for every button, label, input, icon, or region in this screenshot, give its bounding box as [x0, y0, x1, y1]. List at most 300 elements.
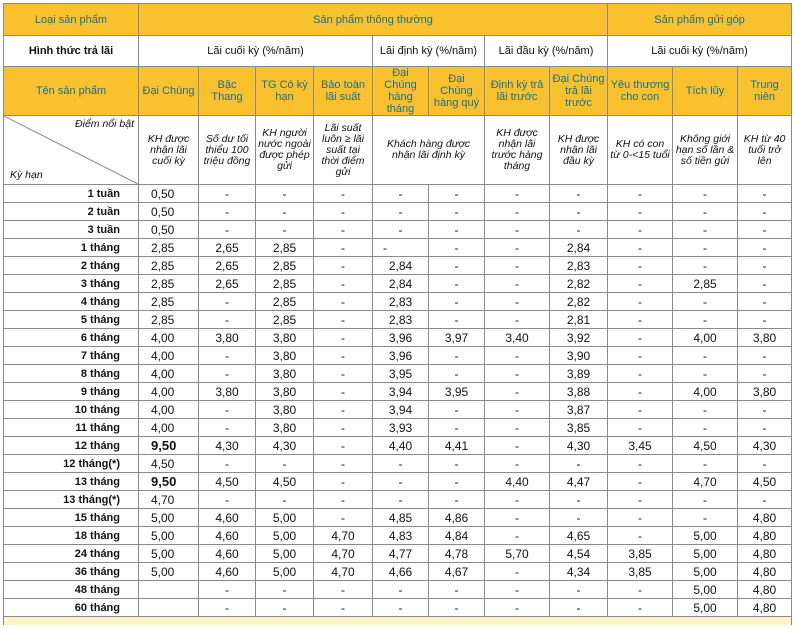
rate-cell: 4,78: [429, 545, 485, 563]
rate-cell: -: [608, 257, 673, 275]
rate-cell: -: [199, 581, 256, 599]
rate-cell: 3,94: [373, 383, 429, 401]
rate-cell: -: [199, 419, 256, 437]
rate-cell: 4,30: [256, 437, 314, 455]
rate-cell: -: [429, 185, 485, 203]
rate-cell: -: [608, 329, 673, 347]
rate-cell: 5,00: [673, 545, 738, 563]
rate-cell: -: [373, 239, 429, 257]
rate-cell: -: [314, 473, 373, 491]
rate-cell: -: [314, 455, 373, 473]
table-row: [4, 275, 792, 293]
rate-cell: -: [429, 365, 485, 383]
rate-cell: 3,45: [608, 437, 673, 455]
rate-cell: -: [314, 239, 373, 257]
rate-cell: 4,40: [485, 473, 550, 491]
interest-end-of-term-savings: Lãi cuối kỳ (%/năm): [608, 36, 792, 67]
term-cell: 12 tháng: [4, 437, 139, 455]
rate-cell: 2,85: [139, 311, 199, 329]
rate-cell: 4,67: [429, 563, 485, 581]
term-cell: 10 tháng: [4, 401, 139, 419]
rate-cell: 4,84: [429, 527, 485, 545]
rate-cell: -: [673, 221, 738, 239]
rate-cell: 4,50: [256, 473, 314, 491]
rate-cell: 2,83: [373, 311, 429, 329]
rate-cell: -: [485, 509, 550, 527]
product-dinh-ky-tra-lai-truoc: Định kỳ trả lãi trước: [485, 67, 550, 116]
rate-cell: 2,83: [373, 293, 429, 311]
rate-cell: 2,85: [139, 293, 199, 311]
product-tg-co-ky-han: TG Có kỳ hạn: [256, 67, 314, 116]
rate-cell: -: [199, 599, 256, 617]
rate-cell: 2,84: [550, 239, 608, 257]
rate-cell: 4,30: [199, 437, 256, 455]
rate-cell: 0,50: [139, 185, 199, 203]
rate-cell: -: [256, 221, 314, 239]
rate-cell: -: [314, 329, 373, 347]
rate-cell: -: [485, 239, 550, 257]
highlight-bac-thang: Số dư tối thiểu 100 triệu đồng: [199, 116, 256, 185]
rate-cell: -: [314, 221, 373, 239]
rate-cell: -: [314, 257, 373, 275]
rate-cell: -: [429, 221, 485, 239]
highlight-tich-luy: Không giới hạn số lần & số tiền gửi: [673, 116, 738, 185]
rate-cell: 9,50: [139, 473, 199, 491]
rate-cell: -: [314, 347, 373, 365]
rate-cell: -: [673, 365, 738, 383]
rate-cell: -: [485, 599, 550, 617]
rate-cell: -: [485, 401, 550, 419]
rate-cell: 2,65: [199, 239, 256, 257]
term-cell: 1 tuần: [4, 185, 139, 203]
rate-cell: 4,00: [139, 401, 199, 419]
rate-cell: 5,00: [256, 545, 314, 563]
rate-cell: 4,00: [139, 365, 199, 383]
table-row: [4, 383, 792, 401]
rate-cell: -: [608, 599, 673, 617]
term-cell: 18 tháng: [4, 527, 139, 545]
rate-cell: -: [429, 599, 485, 617]
rate-cell: -: [673, 203, 738, 221]
term-label: Kỳ hạn: [10, 169, 43, 181]
highlight-dai-chung-tra-lai-truoc: KH được nhận lãi đầu kỳ: [550, 116, 608, 185]
table-footer-band: [4, 617, 792, 626]
rate-cell: -: [485, 347, 550, 365]
rate-cell: -: [738, 455, 792, 473]
rate-cell: -: [485, 383, 550, 401]
rate-cell: 2,82: [550, 293, 608, 311]
rate-cell: 4,47: [550, 473, 608, 491]
rate-cell: 4,80: [738, 563, 792, 581]
rate-cell: -: [738, 419, 792, 437]
term-cell: 5 tháng: [4, 311, 139, 329]
rate-cell: 4,70: [139, 491, 199, 509]
rate-cell: -: [429, 347, 485, 365]
rate-cell: -: [485, 293, 550, 311]
rate-cell: 2,85: [256, 239, 314, 257]
rate-cell: -: [608, 293, 673, 311]
rate-cell: 4,80: [738, 581, 792, 599]
rate-cell: 0,50: [139, 221, 199, 239]
rate-cell: -: [673, 239, 738, 257]
rate-cell: 2,85: [256, 257, 314, 275]
interest-upfront: Lãi đầu kỳ (%/năm): [485, 36, 608, 67]
rate-cell: -: [673, 419, 738, 437]
rate-cell: -: [673, 455, 738, 473]
rate-cell: -: [485, 185, 550, 203]
rate-cell: 2,83: [550, 257, 608, 275]
term-cell: 2 tháng: [4, 257, 139, 275]
highlight-dinh-ky-tra-lai-truoc: KH được nhận lãi trước hàng tháng: [485, 116, 550, 185]
rate-cell: -: [429, 203, 485, 221]
rate-cell: 3,95: [373, 365, 429, 383]
rate-cell: 4,00: [673, 329, 738, 347]
rate-cell: -: [673, 401, 738, 419]
term-cell: 8 tháng: [4, 365, 139, 383]
product-type-label: Loại sản phẩm: [4, 4, 139, 36]
rate-cell: -: [738, 365, 792, 383]
rate-cell: 2,85: [139, 275, 199, 293]
rate-cell: 4,83: [373, 527, 429, 545]
rate-cell: -: [314, 437, 373, 455]
rate-cell: 5,00: [256, 509, 314, 527]
rate-cell: -: [485, 203, 550, 221]
rate-cell: -: [485, 311, 550, 329]
highlight-tg-co-ky-han: KH người nước ngoài được phép gửi: [256, 116, 314, 185]
product-tich-luy: Tích lũy: [673, 67, 738, 116]
rate-cell: 4,50: [139, 455, 199, 473]
rate-cell: -: [314, 509, 373, 527]
term-cell: 11 tháng: [4, 419, 139, 437]
rate-cell: -: [314, 401, 373, 419]
rate-cell: 4,80: [738, 545, 792, 563]
rate-cell: -: [199, 311, 256, 329]
payment-method-label: Hình thức trả lãi: [4, 36, 139, 67]
rate-cell: 5,00: [673, 581, 738, 599]
term-cell: 1 tháng: [4, 239, 139, 257]
table-row: [4, 509, 792, 527]
rate-cell: 4,00: [139, 383, 199, 401]
product-bac-thang: Bậc Thang: [199, 67, 256, 116]
rate-cell: 4,00: [139, 329, 199, 347]
highlight-yeu-thuong-cho-con: KH có con từ 0-<15 tuổi: [608, 116, 673, 185]
rate-cell: -: [485, 275, 550, 293]
highlight-trung-nien: KH từ 40 tuổi trở lên: [738, 116, 792, 185]
rate-cell: 2,85: [139, 257, 199, 275]
rate-cell: 3,97: [429, 329, 485, 347]
rate-cell: 3,96: [373, 329, 429, 347]
rate-cell: [139, 581, 199, 599]
rate-cell: -: [608, 239, 673, 257]
term-cell: 15 tháng: [4, 509, 139, 527]
rate-cell: -: [485, 221, 550, 239]
rate-cell: 4,85: [373, 509, 429, 527]
rate-cell: 4,50: [199, 473, 256, 491]
rate-cell: -: [373, 455, 429, 473]
rate-cell: -: [608, 419, 673, 437]
table-row: [4, 419, 792, 437]
rate-cell: -: [608, 185, 673, 203]
rate-cell: 4,80: [738, 527, 792, 545]
rate-cell: 4,41: [429, 437, 485, 455]
rate-cell: -: [314, 365, 373, 383]
term-cell: 4 tháng: [4, 293, 139, 311]
rate-cell: -: [738, 491, 792, 509]
rate-cell: [139, 599, 199, 617]
rate-cell: 4,70: [673, 473, 738, 491]
rate-cell: 4,70: [314, 527, 373, 545]
rate-cell: -: [314, 383, 373, 401]
product-dai-chung-tra-lai-truoc: Đại Chúng trả lãi trước: [550, 67, 608, 116]
rate-cell: 5,00: [139, 545, 199, 563]
rate-cell: -: [673, 293, 738, 311]
table-row: [4, 563, 792, 581]
term-cell: 3 tuần: [4, 221, 139, 239]
rate-cell: 4,50: [673, 437, 738, 455]
rate-cell: -: [314, 491, 373, 509]
rate-cell: -: [485, 365, 550, 383]
rate-cell: 3,40: [485, 329, 550, 347]
table-row: [4, 329, 792, 347]
rate-cell: -: [199, 221, 256, 239]
rate-cell: -: [485, 527, 550, 545]
rate-cell: 0,50: [139, 203, 199, 221]
rate-cell: -: [314, 581, 373, 599]
rate-cell: -: [738, 311, 792, 329]
rate-cell: 4,34: [550, 563, 608, 581]
rate-cell: -: [199, 293, 256, 311]
highlights-term-header: [4, 116, 139, 185]
rate-cell: 5,00: [139, 527, 199, 545]
rate-cell: -: [373, 185, 429, 203]
rate-cell: -: [738, 185, 792, 203]
term-cell: 24 tháng: [4, 545, 139, 563]
rate-cell: 2,65: [199, 257, 256, 275]
rate-cell: 2,85: [673, 275, 738, 293]
rate-cell: -: [373, 203, 429, 221]
rate-cell: -: [485, 455, 550, 473]
rate-cell: 2,85: [256, 275, 314, 293]
rate-cell: -: [738, 293, 792, 311]
rate-cell: -: [256, 491, 314, 509]
rate-cell: -: [314, 185, 373, 203]
term-cell: 6 tháng: [4, 329, 139, 347]
rate-cell: 3,96: [373, 347, 429, 365]
product-dai-chung-hang-thang: Đại Chúng hàng tháng: [373, 67, 429, 116]
term-cell: 13 tháng(*): [4, 491, 139, 509]
rate-cell: 4,60: [199, 509, 256, 527]
rate-cell: -: [550, 203, 608, 221]
rate-cell: -: [608, 473, 673, 491]
rate-cell: -: [550, 455, 608, 473]
rate-cell: 3,80: [738, 383, 792, 401]
rate-cell: 3,85: [608, 545, 673, 563]
rate-cell: -: [738, 239, 792, 257]
rate-cell: -: [429, 275, 485, 293]
rate-cell: 5,00: [256, 527, 314, 545]
rate-cell: 4,86: [429, 509, 485, 527]
interest-end-of-term-regular: Lãi cuối kỳ (%/năm): [139, 36, 373, 67]
rate-cell: 3,80: [199, 383, 256, 401]
table-row: [4, 527, 792, 545]
rate-cell: -: [608, 365, 673, 383]
table-row: [4, 293, 792, 311]
table-row: [4, 599, 792, 617]
rate-cell: 3,80: [256, 401, 314, 419]
term-cell: 36 tháng: [4, 563, 139, 581]
rate-cell: -: [429, 455, 485, 473]
rate-cell: 9,50: [139, 437, 199, 455]
rate-cell: 2,85: [256, 293, 314, 311]
rate-cell: 4,70: [314, 563, 373, 581]
rate-cell: -: [608, 311, 673, 329]
product-bao-toan-lai-suat: Bảo toàn lãi suất: [314, 67, 373, 116]
rate-cell: 5,00: [139, 563, 199, 581]
rate-cell: 3,80: [738, 329, 792, 347]
rate-cell: -: [429, 257, 485, 275]
rate-cell: 4,65: [550, 527, 608, 545]
rate-cell: -: [199, 491, 256, 509]
rate-cell: -: [550, 581, 608, 599]
rate-cell: 4,54: [550, 545, 608, 563]
rate-cell: -: [429, 293, 485, 311]
table-row: [4, 545, 792, 563]
rate-cell: 4,80: [738, 599, 792, 617]
product-yeu-thuong-cho-con: Yêu thương cho con: [608, 67, 673, 116]
rate-cell: 3,92: [550, 329, 608, 347]
term-cell: 13 tháng: [4, 473, 139, 491]
table-row: [4, 365, 792, 383]
rate-cell: 5,70: [485, 545, 550, 563]
term-cell: 12 tháng(*): [4, 455, 139, 473]
rate-cell: 4,66: [373, 563, 429, 581]
table-row: [4, 473, 792, 491]
rate-cell: -: [673, 185, 738, 203]
rate-cell: 5,00: [673, 527, 738, 545]
term-cell: 3 tháng: [4, 275, 139, 293]
rate-cell: 3,89: [550, 365, 608, 383]
rate-cell: -: [608, 527, 673, 545]
rate-cell: -: [550, 491, 608, 509]
rate-cell: 3,80: [256, 419, 314, 437]
rate-cell: 2,84: [373, 275, 429, 293]
term-cell: 60 tháng: [4, 599, 139, 617]
rate-cell: -: [373, 491, 429, 509]
rate-cell: -: [199, 185, 256, 203]
footer-strip: [4, 617, 792, 626]
rate-cell: 2,65: [199, 275, 256, 293]
rate-cell: -: [608, 455, 673, 473]
rate-cell: 4,60: [199, 563, 256, 581]
rate-cell: -: [608, 221, 673, 239]
rate-cell: 3,80: [256, 347, 314, 365]
rate-cell: -: [199, 203, 256, 221]
rate-cell: -: [673, 311, 738, 329]
rate-cell: -: [673, 257, 738, 275]
rate-cell: 4,50: [738, 473, 792, 491]
rate-cell: -: [608, 383, 673, 401]
rate-cell: -: [673, 491, 738, 509]
rate-cell: -: [314, 293, 373, 311]
rate-cell: 4,60: [199, 527, 256, 545]
rate-cell: -: [673, 347, 738, 365]
interest-rate-table-container: [3, 3, 792, 625]
rate-cell: -: [738, 347, 792, 365]
product-name-label: Tên sản phẩm: [4, 67, 139, 116]
rate-cell: 3,85: [550, 419, 608, 437]
rate-cell: -: [199, 455, 256, 473]
rate-cell: 4,00: [139, 419, 199, 437]
rate-cell: -: [673, 509, 738, 527]
rate-cell: -: [608, 203, 673, 221]
rate-cell: -: [256, 455, 314, 473]
group-regular-products: Sản phẩm thông thường: [139, 4, 608, 36]
rate-cell: -: [550, 185, 608, 203]
rate-cell: 4,77: [373, 545, 429, 563]
rate-cell: 3,85: [608, 563, 673, 581]
rate-cell: 3,80: [256, 383, 314, 401]
highlights-label: Điểm nổi bật: [75, 118, 134, 130]
interest-periodic: Lãi định kỳ (%/năm): [373, 36, 485, 67]
rate-cell: 3,93: [373, 419, 429, 437]
rate-cell: 4,00: [139, 347, 199, 365]
table-row: [4, 455, 792, 473]
rate-cell: -: [314, 419, 373, 437]
rate-cell: 4,00: [673, 383, 738, 401]
highlight-periodic: Khách hàng được nhận lãi định kỳ: [373, 116, 485, 185]
rate-cell: 3,80: [199, 329, 256, 347]
rate-cell: -: [373, 473, 429, 491]
rate-cell: 4,30: [738, 437, 792, 455]
term-cell: 9 tháng: [4, 383, 139, 401]
rate-cell: 5,00: [139, 509, 199, 527]
rate-cell: -: [199, 401, 256, 419]
table-row: [4, 257, 792, 275]
rate-cell: -: [429, 419, 485, 437]
highlight-dai-chung: KH được nhận lãi cuối kỳ: [139, 116, 199, 185]
table-row: [4, 401, 792, 419]
rate-cell: -: [608, 509, 673, 527]
table-row: [4, 581, 792, 599]
highlight-bao-toan: Lãi suất luôn ≥ lãi suất tại thời điểm gửi: [314, 116, 373, 185]
rate-cell: -: [485, 437, 550, 455]
rate-cell: 3,94: [373, 401, 429, 419]
rate-cell: -: [314, 275, 373, 293]
rate-cell: 2,85: [139, 239, 199, 257]
term-cell: 48 tháng: [4, 581, 139, 599]
rate-cell: -: [738, 221, 792, 239]
rate-cell: 4,70: [314, 545, 373, 563]
table-row: [4, 491, 792, 509]
table-row: [4, 221, 792, 239]
term-cell: 7 tháng: [4, 347, 139, 365]
rate-cell: 2,84: [373, 257, 429, 275]
term-cell: 2 tuần: [4, 203, 139, 221]
product-dai-chung-hang-quy: Đại Chúng hàng quý: [429, 67, 485, 116]
rate-cell: -: [199, 365, 256, 383]
rate-cell: -: [373, 221, 429, 239]
rate-cell: 3,80: [256, 365, 314, 383]
rate-cell: -: [485, 257, 550, 275]
rate-cell: 2,81: [550, 311, 608, 329]
rate-cell: -: [550, 509, 608, 527]
table-row: [4, 239, 792, 257]
interest-rate-table: [3, 3, 792, 625]
rate-cell: -: [485, 581, 550, 599]
table-row: [4, 437, 792, 455]
rate-cell: -: [314, 203, 373, 221]
rate-cell: -: [550, 599, 608, 617]
